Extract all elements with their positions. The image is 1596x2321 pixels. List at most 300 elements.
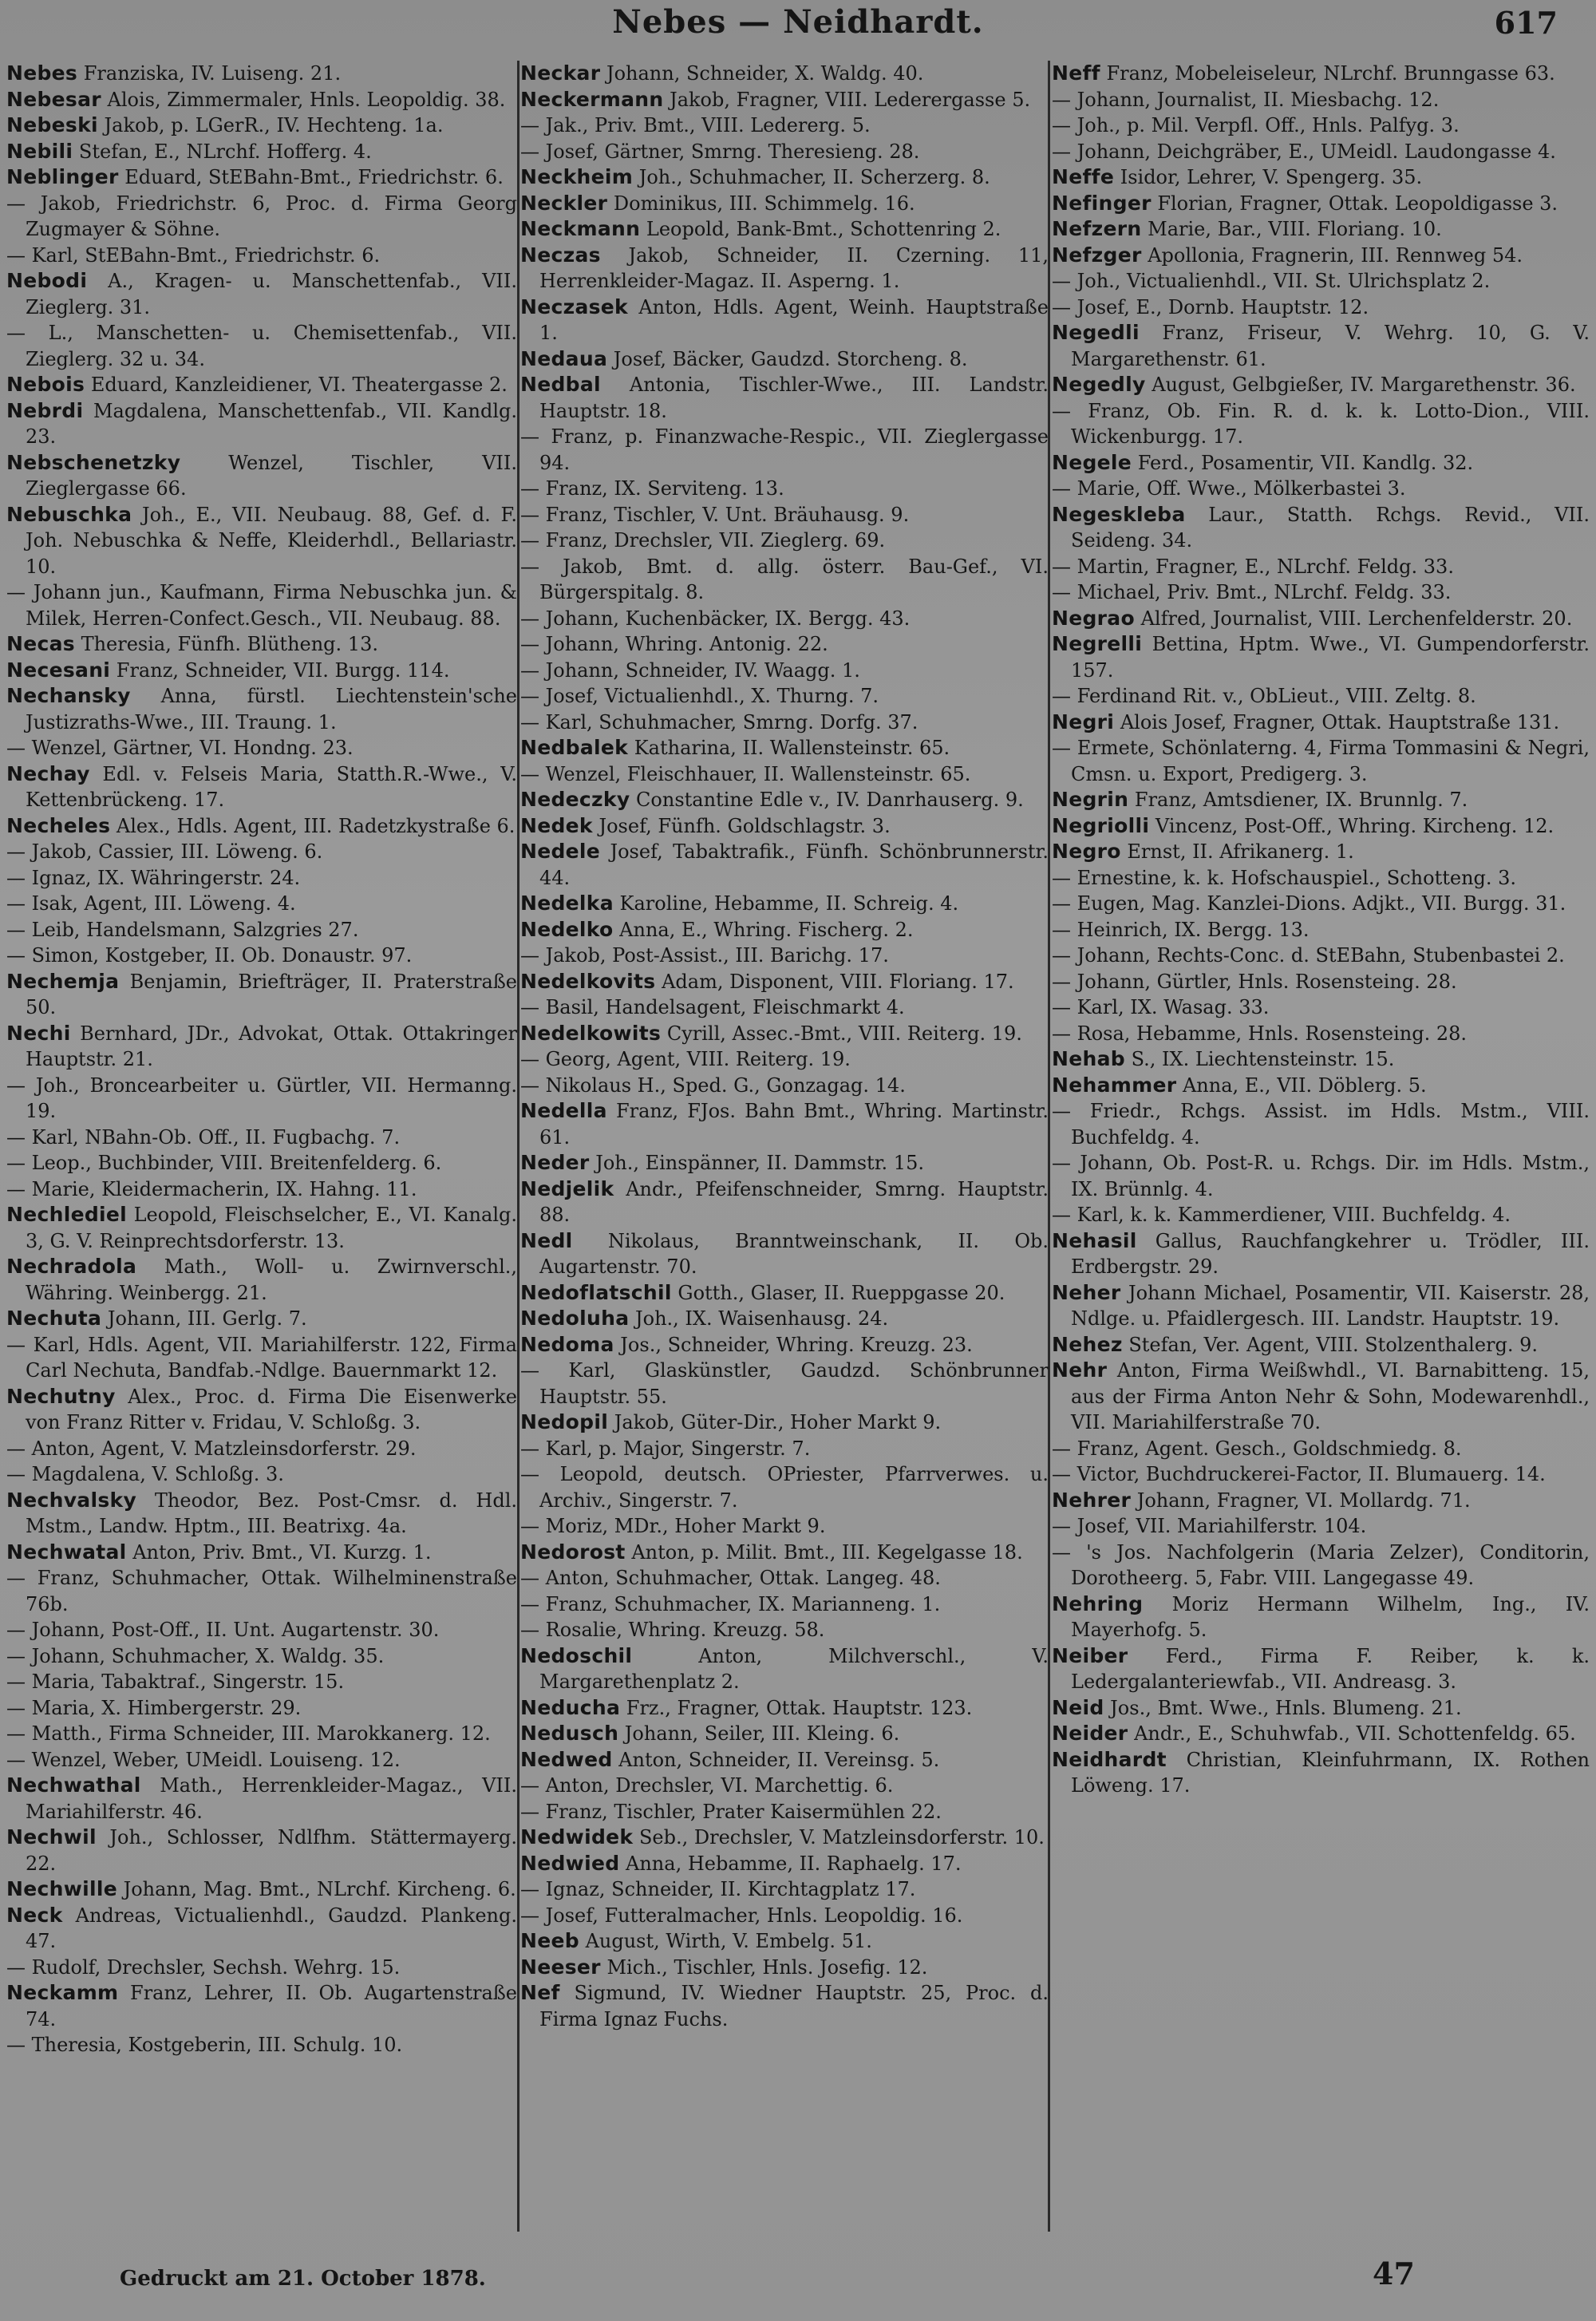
entry-details: — Karl, Schuhmacher, Smrng. Dorfg. 37. [520,710,918,733]
entry-details: Stefan, E., NLrchf. Hofferg. 4. [73,140,372,163]
entry-details: — Johann, Journalist, II. Miesbachg. 12. [1052,88,1440,111]
entry-details: — Nikolaus H., Sped. G., Gonzagag. 14. [520,1074,906,1097]
directory-entry [6,243,517,269]
entry-details: — Jakob, Cassier, III. Löweng. 6. [6,840,323,863]
directory-entry [520,372,1049,424]
directory-entry [520,1773,1049,1799]
entry-surname: Nechradola [6,1255,137,1278]
directory-entry [1052,398,1590,450]
entry-details: — Eugen, Mag. Kanzlei-Dions. Adjkt., VII. Burgg. 31. [1052,892,1566,915]
directory-entry [1052,710,1590,736]
entry-details: Seb., Drechsler, V. Matzleinsdorferstr. 10. [633,1826,1045,1848]
entry-surname: Nedbalek [520,736,629,759]
entry-surname: Nef [520,1981,560,2004]
entry-surname: Nedelkowits [520,1021,662,1045]
entry-details: Joh., E., VII. Neubaug. 88, Gef. d. F. Joh. Nebuschka & Neffe, Kleiderhdl., Bellariastr. 10. [26,503,517,578]
sheet-number: 47 [1373,2256,1415,2291]
entry-surname: Neffe [1052,165,1115,188]
entry-surname: Nedwied [520,1851,620,1875]
directory-entry [1052,1280,1590,1332]
directory-entry [520,683,1049,710]
entry-surname: Neiber [1052,1643,1128,1667]
entry-details: — Johann, Whring. Antonig. 22. [520,633,828,655]
directory-entry [520,969,1049,995]
directory-entry [6,1384,517,1436]
entry-details: — Karl, StEBahn-Bmt., Friedrichstr. 6. [6,243,381,267]
entry-details: — Wenzel, Fleischhauer, II. Wallensteinstr. 65. [520,762,971,785]
entry-surname: Neckmann [520,217,641,240]
entry-details: Cyrill, Assec.-Bmt., VIII. Reiterg. 19. [661,1022,1022,1045]
entry-details: — Leib, Handelsmann, Salzgries 27. [6,918,359,941]
directory-entry [1052,865,1590,892]
directory-entry [520,243,1049,295]
entry-details: — Anton, Drechsler, VI. Marchettig. 6. [520,1774,894,1797]
entry-details: — L., Manschetten- u. Chemisettenfab., VII. Zieglerg. 32 u. 34. [6,322,517,370]
directory-entry [1052,813,1590,840]
entry-details: Dominikus, III. Schimmelg. 16. [607,192,915,215]
directory-entry [1052,1228,1590,1280]
entry-details: — Franz, Schuhmacher, Ottak. Wilhelminenstraße 76b. [6,1567,517,1615]
entry-details: — Johann, Kuchenbäcker, IX. Bergg. 43. [520,607,911,630]
directory-entry [6,1903,517,1955]
entry-details: — Johann, Gürtler, Hnls. Rosensteing. 28. [1052,970,1457,993]
entry-details: — Franz, Tischler, Prater Kaisermühlen 22. [520,1800,942,1823]
entry-details: — Ignaz, Schneider, II. Kirchtagplatz 17. [520,1878,916,1900]
directory-entry [520,839,1049,891]
entry-details: Anton, p. Milit. Bmt., III. Kegelgasse 18. [625,1540,1023,1564]
entry-details: Wenzel, Tischler, VII. Zieglergasse 66. [26,451,517,500]
directory-entry [1052,606,1590,632]
entry-details: Franz, Friseur, V. Wehrg. 10, G. V. Margarethenstr. 61. [1071,322,1590,370]
directory-entry [6,1825,517,1876]
directory-entry [1052,1021,1590,1047]
entry-details: — Anton, Agent, V. Matzleinsdorferstr. 29. [6,1437,417,1460]
entry-details: Theodor, Bez. Post-Cmsr. d. Hdl. Mstm., Landw. Hptm., III. Beatrixg. 4a. [26,1489,517,1537]
directory-entry [520,917,1049,943]
entry-surname: Nehab [1052,1047,1125,1070]
entry-details: — Karl, p. Major, Singerstr. 7. [520,1437,811,1460]
directory-entry [1052,243,1590,269]
directory-entry [6,1461,517,1488]
directory-entry [6,1565,517,1617]
entry-details: — Theresia, Kostgeberin, III. Schulg. 10. [6,2034,403,2056]
entry-details: — Heinrich, IX. Bergg. 13. [1052,918,1310,941]
directory-entry [6,1773,517,1825]
entry-details: Math., Woll- u. Zwirnverschl., Währing. Weinbergg. 21. [26,1255,517,1304]
entry-details: Johann, Schneider, X. Waldg. 40. [600,62,924,85]
directory-entry [6,502,517,580]
entry-details: Mich., Tischler, Hnls. Josefig. 12. [600,1955,928,1979]
directory-entry [520,761,1049,788]
entry-details: — Simon, Kostgeber, II. Ob. Donaustr. 97. [6,944,413,967]
entry-details: — Karl, k. k. Kammerdiener, VIII. Buchfeldg. 4. [1052,1204,1511,1226]
entry-details: Marie, Bar., VIII. Floriang. 10. [1141,218,1442,240]
entry-details: Alfred, Journalist, VIII. Lerchenfelderstr. 20. [1134,607,1573,630]
directory-entry [6,1721,517,1747]
directory-entry [1052,268,1590,295]
entry-details: Bernhard, JDr., Advokat, Ottak. Ottakringer Hauptstr. 21. [26,1022,517,1070]
entry-details: — Ferdinand Rit. v., ObLieut., VIII. Zeltg. 8. [1052,685,1476,707]
directory-entry [520,710,1049,736]
entry-surname: Neeser [520,1955,601,1979]
entry-surname: Nebrdi [6,398,84,422]
directory-entry [1052,969,1590,995]
entry-details: — Rudolf, Drechsler, Sechsh. Wehrg. 15. [6,1955,401,1979]
entry-details: Jakob, Fragner, VIII. Lederergasse 5. [663,88,1031,111]
entry-details: Edl. v. Felseis Maria, Statth.R.-Wwe., V. Kettenbrückeng. 17. [26,762,517,811]
entry-details: Josef, Tabaktrafik., Fünfh. Schönbrunnerstr. 44. [539,840,1049,889]
entry-details: Andr., E., Schuhwfab., VII. Schottenfeldg. 65. [1128,1722,1576,1745]
entry-details: Katharina, II. Wallensteinstr. 65. [628,737,950,759]
entry-surname: Nedelka [520,892,614,915]
entry-surname: Neider [1052,1722,1128,1745]
entry-details: Josef, Fünfh. Goldschlagstr. 3. [592,814,891,837]
entry-details: — Franz, Drechsler, VII. Zieglerg. 69. [520,529,886,552]
entry-details: Anna, E., VII. Döblerg. 5. [1176,1074,1427,1097]
entry-details: — Johann, Rechts-Conc. d. StEBahn, Stubenbastei 2. [1052,944,1565,967]
entry-details: — Martin, Fragner, E., NLrchf. Feldg. 33. [1052,555,1454,578]
directory-entry [6,1955,517,1981]
directory-entry [520,1851,1049,1877]
directory-entry [1052,372,1590,398]
entry-details: Franz, FJos. Bahn Bmt., Whring. Martinstr. 61. [539,1100,1049,1149]
entry-details: — Rosa, Hebamme, Hnls. Rosensteing. 28. [1052,1022,1468,1045]
directory-entry [1052,1747,1590,1799]
entry-surname: Nedaua [520,346,608,370]
entry-details: Johann, Fragner, VI. Mollardg. 71. [1131,1489,1471,1512]
entry-details: Christian, Kleinfuhrmann, IX. Rothen Löweng. 17. [1071,1748,1590,1797]
entry-surname: Nedbal [520,373,601,396]
entry-details: Frz., Fragner, Ottak. Hauptstr. 123. [620,1696,973,1719]
entry-surname: Necas [6,632,75,655]
entry-details: A., Kragen- u. Manschettenfab., VII. Zieglerg. 31. [26,270,517,318]
directory-entry [520,216,1049,243]
entry-details: — Victor, Buchdruckerei-Factor, II. Blumauerg. 14. [1052,1463,1546,1485]
entry-surname: Nedoluha [520,1307,630,1330]
directory-entry [1052,113,1590,139]
directory-entry [520,191,1049,217]
directory-entry [520,139,1049,165]
directory-entry [1052,554,1590,580]
directory-entry [1052,1643,1590,1695]
entry-surname: Nedelkovits [520,969,656,993]
entry-details: — Franz, IX. Serviteng. 13. [520,477,784,500]
directory-entry [6,865,517,892]
entry-details: — Josef, E., Dornb. Hauptstr. 12. [1052,295,1369,318]
entry-details: August, Wirth, V. Embelg. 51. [579,1930,872,1952]
entry-details: — Georg, Agent, VIII. Reiterg. 19. [520,1048,851,1070]
entry-details: — Franz, Agent. Gesch., Goldschmiedg. 8. [1052,1437,1462,1460]
directory-entry [6,631,517,658]
directory-entry [520,1073,1049,1099]
entry-details: — Johann, Post-Off., II. Unt. Augartenstr. 30. [6,1619,440,1641]
entry-details: — Maria, Tabaktraf., Singerstr. 15. [6,1671,345,1693]
directory-entry [6,1747,517,1773]
entry-surname: Neducha [520,1695,621,1719]
directory-entry [1052,631,1590,683]
entry-details: — Franz, Tischler, V. Unt. Bräuhausg. 9. [520,503,910,526]
directory-entry [6,917,517,943]
directory-entry [1052,1721,1590,1747]
directory-entry [1052,1540,1590,1591]
entry-details: — Franz, p. Finanzwache-Respic., VII. Zieglergasse 94. [520,425,1049,474]
entry-surname: Nedjelik [520,1176,614,1200]
directory-entry [6,1176,517,1203]
directory-entry [6,61,517,87]
directory-entry [520,1436,1049,1462]
directory-entry [6,1202,517,1254]
directory-entry [1052,1591,1590,1643]
entry-details: — Jakob, Bmt. d. allg. österr. Bau-Gef., VI. Bürgerspitalg. 8. [520,555,1049,603]
entry-surname: Nebuschka [6,502,132,526]
directory-entry [6,2032,517,2058]
entry-surname: Neff [1052,61,1100,85]
entry-surname: Neblinger [6,165,119,188]
entry-details: Joh., IX. Waisenhausg. 24. [629,1307,889,1330]
directory-entry [520,1176,1049,1228]
directory-entry [6,139,517,165]
column-divider [517,61,519,2232]
entry-surname: Neidhardt [1052,1747,1167,1771]
directory-entry [1052,1695,1590,1722]
entry-details: Franziska, IV. Luiseng. 21. [77,62,342,85]
directory-entry [520,1903,1049,1929]
directory-entry [1052,943,1590,969]
entry-details: Sigmund, IV. Wiedner Hauptstr. 25, Proc. d. Firma Ignaz Fuchs. [539,1982,1049,2030]
directory-entry [6,372,517,398]
entry-details: — Joh., p. Mil. Verpfl. Off., Hnls. Palfyg. 3. [1052,114,1460,136]
directory-entry [1052,1436,1590,1462]
directory-entry [1052,87,1590,113]
entry-surname: Nebodi [6,269,88,292]
directory-entry [6,839,517,865]
directory-entry [6,658,517,684]
entry-details: Anton, Milchverschl., V. Margarethenplatz 2. [539,1644,1049,1693]
entry-surname: Nechuta [6,1307,102,1330]
directory-entry [1052,735,1590,787]
entry-details: Jos., Bmt. Wwe., Hnls. Blumeng. 21. [1104,1696,1462,1719]
entry-details: S., IX. Liechtensteinstr. 15. [1124,1048,1395,1070]
column-3 [1052,61,1590,2248]
directory-entry [520,1021,1049,1047]
entry-surname: Nechi [6,1021,71,1045]
entry-surname: Negrin [1052,788,1129,811]
entry-details: Apollonia, Fragnerin, III. Rennweg 54. [1141,243,1523,267]
entry-details: Anna, fürstl. Liechtenstein'sche Justizraths-Wwe., III. Traung. 1. [26,685,517,733]
directory-entry [6,1488,517,1540]
entry-details: Leopold, Fleischselcher, E., VI. Kanalg. 3, G. V. Reinprechtsdorferstr. 13. [26,1204,517,1252]
directory-entry [6,891,517,917]
directory-entry [6,191,517,243]
entry-surname: Negeskleba [1052,502,1186,526]
directory-entry [6,450,517,502]
entry-details: — Ernestine, k. k. Hofschauspiel., Schotteng. 3. [1052,866,1517,889]
entry-surname: Neckheim [520,165,634,188]
directory-entry [520,1461,1049,1513]
directory-entry [6,268,517,320]
directory-entry [520,554,1049,606]
directory-entry [520,813,1049,840]
directory-entry [520,1358,1049,1410]
entry-details: Nikolaus, Branntweinschank, II. Ob. Augartenstr. 70. [539,1229,1049,1278]
directory-entry [520,1540,1049,1566]
entry-surname: Nechwatal [6,1540,127,1564]
entry-surname: Nebesar [6,87,101,111]
entry-details: — Basil, Handelsagent, Fleischmarkt 4. [520,996,905,1018]
directory-entry [520,1565,1049,1591]
entry-details: — Joh., Broncearbeiter u. Gürtler, VII. Hermanng. 19. [6,1074,517,1122]
directory-entry [520,1306,1049,1332]
entry-surname: Nechlediel [6,1203,128,1226]
page-number: 617 [1494,5,1558,41]
entry-details: — Johann, Schneider, IV. Waagg. 1. [520,658,860,682]
entry-details: — Wenzel, Gärtner, VI. Hondng. 23. [6,737,354,759]
entry-details: Laur., Statth. Rchgs. Revid., VII. Seideng. 34. [1071,503,1590,552]
directory-entry [520,1643,1049,1695]
entry-surname: Nebois [6,373,85,396]
entry-surname: Nefzger [1052,243,1142,267]
entry-details: — 's Jos. Nachfolgerin (Maria Zelzer), Conditorin, Dorotheerg. 5, Fabr. VIII. Langegasse 49. [1052,1540,1590,1589]
directory-entry [1052,1513,1590,1540]
entry-surname: Nebeski [6,113,98,136]
entry-details: Bettina, Hptm. Wwe., VI. Gumpendorferstr. 157. [1071,633,1590,682]
directory-entry [1052,839,1590,865]
entry-details: — Rosalie, Whring. Kreuzg. 58. [520,1619,825,1641]
entry-details: Andr., Pfeifenschneider, Smrng. Hauptstr. 88. [539,1177,1049,1226]
entry-surname: Neczasek [520,295,628,318]
entry-details: — Magdalena, V. Schloßg. 3. [6,1463,284,1485]
directory-entry [520,606,1049,632]
directory-entry [520,1332,1049,1358]
directory-entry [1052,450,1590,476]
entry-surname: Nedoflatschil [520,1280,672,1304]
directory-entry [520,1410,1049,1436]
directory-entry [1052,787,1590,813]
entry-details: Alex., Proc. d. Firma Die Eisenwerke von Franz Ritter v. Fridau, V. Schloßg. 3. [26,1385,517,1433]
entry-details: Antonia, Tischler-Wwe., III. Landstr. Hauptstr. 18. [539,374,1049,422]
entry-details: Karoline, Hebamme, II. Schreig. 4. [613,892,959,915]
directory-entry [6,164,517,191]
directory-entry [6,1306,517,1332]
entry-surname: Nechansky [6,684,131,707]
print-date: Gedruckt am 21. October 1878. [120,2267,486,2291]
entry-details: — Marie, Kleidermacherin, IX. Hahng. 11. [6,1177,417,1200]
entry-surname: Nedek [520,813,593,837]
entry-details: Anton, Firma Weißwhdl., VI. Barnabitteng. 15, aus der Firma Anton Nehr & Sohn, Modewarenhdl., VII. Mariahilferstraße 70. [1071,1359,1590,1433]
entry-surname: Nedoschil [520,1643,633,1667]
entry-surname: Neckermann [520,87,664,111]
directory-entry [1052,1098,1590,1150]
directory-entry [1052,1332,1590,1358]
entry-surname: Necesani [6,658,111,682]
directory-entry [520,658,1049,684]
column-2 [520,61,1049,2248]
directory-entry [6,1021,517,1073]
entry-surname: Nehez [1052,1332,1123,1356]
entry-surname: Neckler [520,191,608,215]
entry-details: Ernst, II. Afrikanerg. 1. [1120,840,1354,863]
directory-entry [1052,917,1590,943]
entry-surname: Neid [1052,1695,1104,1719]
directory-entry [1052,216,1590,243]
entry-details: — Josef, Futteralmacher, Hnls. Leopoldig. 16. [520,1904,963,1927]
entry-details: Isidor, Lehrer, V. Spengerg. 35. [1114,166,1423,188]
directory-entry [6,1980,517,2032]
directory-entry [6,813,517,840]
entry-details: Constantine Edle v., IV. Danrhauserg. 9. [630,789,1024,811]
entry-surname: Negriolli [1052,813,1150,837]
entry-details: Jakob, Schneider, II. Czerning. 11, Herrenkleider-Magaz. II. Asperng. 1. [539,243,1049,292]
entry-details: Theresia, Fünfh. Blütheng. 13. [74,633,378,655]
directory-entry [520,1876,1049,1903]
directory-entry [6,969,517,1021]
entry-surname: Neder [520,1151,590,1174]
directory-entry [1052,139,1590,165]
entry-details: Alois Josef, Fragner, Ottak. Hauptstraße 131. [1114,710,1560,733]
directory-entry [520,1955,1049,1981]
directory-entry [520,1228,1049,1280]
entry-details: — Johann, Deichgräber, E., UMeidl. Laudongasse 4. [1052,140,1556,163]
entry-surname: Necheles [6,813,111,837]
entry-details: — Leopold, deutsch. OPriester, Pfarrverwes. u. Archiv., Singerstr. 7. [520,1463,1049,1512]
entry-details: Vincenz, Post-Off., Whring. Kircheng. 12. [1149,814,1555,837]
directory-entry [520,1617,1049,1643]
directory-entry [520,1280,1049,1307]
directory-entry [520,994,1049,1021]
directory-entry [6,1254,517,1306]
entry-details: Eduard, StEBahn-Bmt., Friedrichstr. 6. [118,166,504,188]
directory-entry [6,1150,517,1176]
entry-details: Joh., Einspänner, II. Dammstr. 15. [589,1152,924,1174]
directory-entry [520,502,1049,528]
entry-details: — Matth., Firma Schneider, III. Marokkanerg. 12. [6,1722,491,1745]
directory-entry [6,1617,517,1643]
entry-surname: Nedopil [520,1410,609,1433]
entry-details: Franz, Lehrer, II. Ob. Augartenstraße 74. [26,1982,517,2030]
entry-surname: Nedella [520,1099,607,1122]
entry-details: — Josef, Victualienhdl., X. Thurng. 7. [520,685,879,707]
directory-entry [1052,683,1590,710]
entry-details: Joh., Schuhmacher, II. Scherzerg. 8. [633,166,990,188]
entry-details: Ferd., Posamentir, VII. Kandlg. 32. [1132,451,1474,474]
entry-details: — Moriz, MDr., Hoher Markt 9. [520,1515,826,1537]
entry-surname: Negrelli [1052,632,1143,655]
directory-entry [1052,476,1590,502]
directory-entry [6,1125,517,1151]
entry-details: — Ermete, Schönlaterng. 4, Firma Tommasini & Negri, Cmsn. u. Export, Predigerg. 3. [1052,737,1590,785]
entry-details: Franz, Schneider, VII. Burgg. 114. [110,658,450,682]
entry-details: Anna, Hebamme, II. Raphaelg. 17. [619,1852,962,1875]
entry-surname: Nehrer [1052,1488,1132,1512]
directory-entry [520,1098,1049,1150]
entry-surname: Nebili [6,139,73,163]
entry-surname: Nedeczky [520,788,630,811]
directory-entry [520,1513,1049,1540]
entry-details: Ferd., Firma F. Reiber, k. k. Ledergalanteriewfab., VII. Andreasg. 3. [1071,1644,1590,1693]
directory-entry [6,579,517,631]
directory-entry [520,113,1049,139]
directory-entry [520,476,1049,502]
directory-entry [6,1332,517,1384]
directory-entry [520,891,1049,917]
directory-entry [6,1643,517,1670]
entry-details: Alois, Zimmermaler, Hnls. Leopoldig. 38. [101,88,506,111]
entry-details: — Franz, Ob. Fin. R. d. k. k. Lotto-Dion., VIII. Wickenburgg. 17. [1052,399,1590,448]
directory-entry [520,1695,1049,1722]
entry-details: — Jakob, Post-Assist., III. Barichg. 17. [520,944,889,967]
directory-entry [1052,1150,1590,1202]
directory-entry [520,1150,1049,1176]
